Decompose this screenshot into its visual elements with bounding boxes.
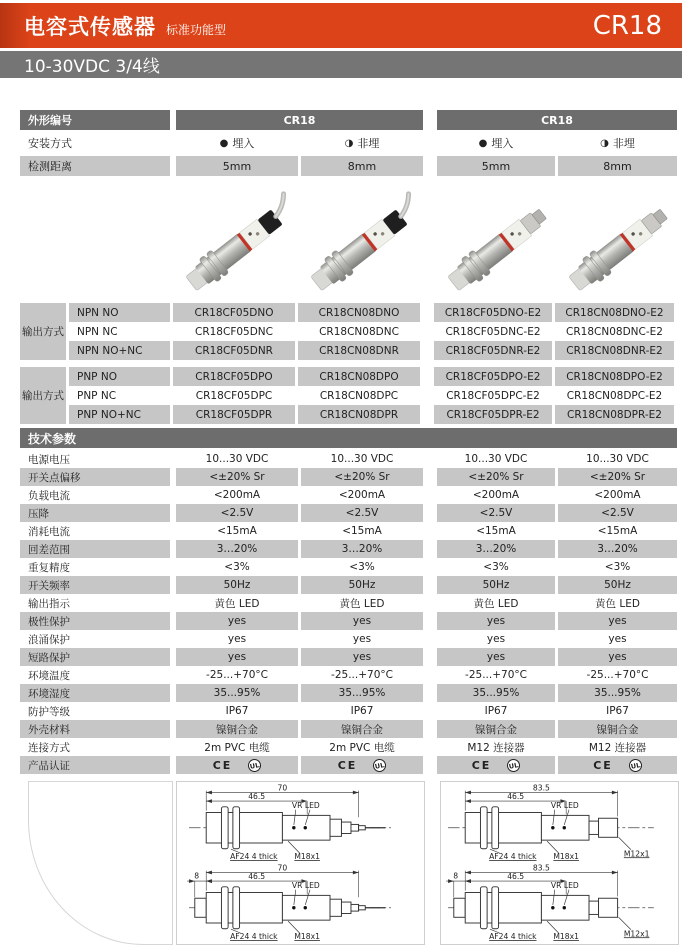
spec-value: yes xyxy=(301,630,423,648)
spec-value: <3% xyxy=(176,558,298,576)
svg-text:VR LED: VR LED xyxy=(291,880,320,890)
output-type: NPN NO xyxy=(69,303,170,322)
spec-value: <3% xyxy=(558,558,677,576)
spec-label: 消耗电流 xyxy=(20,522,170,540)
sensor-photo-cable xyxy=(300,190,424,302)
svg-text:83.5: 83.5 xyxy=(532,863,550,873)
spec-label: 产品认证 xyxy=(20,756,170,774)
sensor-photo-connector xyxy=(558,190,682,302)
spec-row xyxy=(20,504,677,522)
spec-value: yes xyxy=(558,612,677,630)
spec-value: IP67 xyxy=(558,702,677,720)
mount-text: 非埋 xyxy=(357,137,380,150)
spec-value: 35...95% xyxy=(437,684,555,702)
spec-row xyxy=(20,468,677,486)
spec-value: IP67 xyxy=(437,702,555,720)
svg-text:46.5: 46.5 xyxy=(507,792,525,802)
spec-row xyxy=(20,738,677,756)
spec-label: 极性保护 xyxy=(20,612,170,630)
mount-text: 埋入 xyxy=(491,137,514,150)
spec-row xyxy=(20,684,677,702)
spec-value: <±20% Sr xyxy=(301,468,423,486)
spec-value: 镍铜合金 xyxy=(558,720,677,738)
svg-text:AF24 4 thick: AF24 4 thick xyxy=(230,852,278,862)
model-number: CR18CF05DPR-E2 xyxy=(434,405,552,424)
spec-value: 2m PVC 电缆 xyxy=(176,738,298,756)
mount-value xyxy=(437,133,555,153)
spec-label: 连接方式 xyxy=(20,738,170,756)
spec-value xyxy=(437,756,555,774)
model-number: CR18CF05DNC xyxy=(173,322,295,341)
spec-row xyxy=(20,522,677,540)
model-number: CR18CN08DPR-E2 xyxy=(555,405,674,424)
spec-value: yes xyxy=(176,648,298,666)
spec-value: 3…20% xyxy=(301,540,423,558)
voltage-bar: 10-30VDC 3/4线 xyxy=(0,51,682,78)
spec-value: <200mA xyxy=(558,486,677,504)
spec-value: yes xyxy=(558,630,677,648)
product-photos xyxy=(0,190,682,302)
series-header: CR18 xyxy=(437,110,677,130)
output-type: PNP NC xyxy=(69,386,170,405)
header-bar xyxy=(0,3,682,48)
spec-value: 2m PVC 电缆 xyxy=(301,738,423,756)
mount-value xyxy=(176,133,298,153)
svg-text:M18x1: M18x1 xyxy=(553,932,579,942)
spec-row xyxy=(20,756,677,774)
output-type: PNP NO xyxy=(69,367,170,386)
spec-value: <2.5V xyxy=(176,504,298,522)
spec-label: 环境湿度 xyxy=(20,684,170,702)
model-number: CR18CN08DPO-E2 xyxy=(555,367,674,386)
spec-value: M12 连接器 xyxy=(437,738,555,756)
output-row xyxy=(69,367,677,386)
svg-text:VR LED: VR LED xyxy=(291,800,320,810)
spec-label: 输出指示 xyxy=(20,594,170,612)
model-number: CR18CF05DPO-E2 xyxy=(434,367,552,386)
svg-text:VR LED: VR LED xyxy=(550,880,579,890)
spec-value: 3…20% xyxy=(437,540,555,558)
svg-text:70: 70 xyxy=(277,783,288,793)
mount-label: 安装方式 xyxy=(20,133,170,153)
output-method-label: 输出方式 xyxy=(20,367,66,424)
distance-value: 8mm xyxy=(558,156,677,176)
svg-text:AF24 4 thick: AF24 4 thick xyxy=(230,932,278,942)
spec-value: <15mA xyxy=(301,522,423,540)
svg-text:VR LED: VR LED xyxy=(550,800,579,810)
spec-label: 浪涌保护 xyxy=(20,630,170,648)
spec-value: 50Hz xyxy=(437,576,555,594)
spec-value: IP67 xyxy=(176,702,298,720)
spec-row xyxy=(20,540,677,558)
spec-value: <15mA xyxy=(558,522,677,540)
model-number: CR18CF05DPC xyxy=(173,386,295,405)
svg-text:M18x1: M18x1 xyxy=(294,932,320,942)
spec-value: 10...30 VDC xyxy=(301,450,423,468)
svg-text:46.5: 46.5 xyxy=(507,872,525,882)
spec-value: 35...95% xyxy=(558,684,677,702)
spec-value: <3% xyxy=(437,558,555,576)
flush-icon: ● xyxy=(478,137,488,149)
flush-icon: ● xyxy=(219,137,229,149)
svg-text:M18x1: M18x1 xyxy=(553,852,579,862)
spec-row xyxy=(20,666,677,684)
svg-text:46.5: 46.5 xyxy=(248,792,266,802)
model-number: CR18CF05DPC-E2 xyxy=(434,386,552,405)
svg-text:AF24 4 thick: AF24 4 thick xyxy=(489,852,537,862)
spec-value: yes xyxy=(301,612,423,630)
model-number: CR18CF05DNC-E2 xyxy=(434,322,552,341)
spec-label: 环境温度 xyxy=(20,666,170,684)
output-type: NPN NO+NC xyxy=(69,341,170,360)
output-row xyxy=(69,386,677,405)
spec-row xyxy=(20,630,677,648)
spec-value: 10...30 VDC xyxy=(558,450,677,468)
spec-value: <±20% Sr xyxy=(437,468,555,486)
spec-value: yes xyxy=(176,612,298,630)
dimension-drawing-cable-nonflush xyxy=(177,863,424,943)
svg-text:M12x1: M12x1 xyxy=(623,849,650,859)
spec-value: 黄色 LED xyxy=(176,594,298,612)
spec-value: yes xyxy=(437,648,555,666)
spec-value: 50Hz xyxy=(558,576,677,594)
model-number: CR18CF05DNR xyxy=(173,341,295,360)
ul-mark-icon: UL xyxy=(372,757,387,772)
spec-label: 防护等级 xyxy=(20,702,170,720)
distance-value: 8mm xyxy=(301,156,423,176)
model-number: CR18CN08DPO xyxy=(298,367,420,386)
model-name: CR18 xyxy=(592,10,662,41)
dimension-box-cable xyxy=(176,781,425,945)
spec-label: 压降 xyxy=(20,504,170,522)
tech-table xyxy=(20,450,677,774)
spec-value: yes xyxy=(558,648,677,666)
sensor-photo-connector xyxy=(437,190,561,302)
spec-value: <15mA xyxy=(176,522,298,540)
dimension-drawing-connector-flush xyxy=(441,783,678,863)
svg-text:83.5: 83.5 xyxy=(532,783,550,793)
spec-row xyxy=(20,720,677,738)
spec-row xyxy=(20,486,677,504)
spec-value: 10...30 VDC xyxy=(176,450,298,468)
semi-flush-icon: ◑ xyxy=(344,137,354,149)
mount-text: 埋入 xyxy=(232,137,255,150)
spec-value: 黄色 LED xyxy=(558,594,677,612)
spec-value: -25...+70°C xyxy=(437,666,555,684)
spec-label: 重复精度 xyxy=(20,558,170,576)
mount-text: 非埋 xyxy=(612,137,635,150)
ul-mark-icon: UL xyxy=(506,757,521,772)
mount-value xyxy=(558,133,677,153)
spec-value: IP67 xyxy=(301,702,423,720)
output-row xyxy=(69,341,677,360)
spec-value: 50Hz xyxy=(301,576,423,594)
ce-mark-icon: CE xyxy=(337,758,358,772)
spec-row xyxy=(20,450,677,468)
spec-row xyxy=(20,648,677,666)
spec-value: M12 连接器 xyxy=(558,738,677,756)
output-table-npn xyxy=(20,303,677,360)
output-row xyxy=(69,405,677,424)
spec-value xyxy=(301,756,423,774)
ce-mark-icon: CE xyxy=(593,758,613,772)
model-number: CR18CF05DPR xyxy=(173,405,295,424)
spec-value: 镍铜合金 xyxy=(437,720,555,738)
svg-text:8: 8 xyxy=(194,871,200,881)
spec-row xyxy=(20,612,677,630)
spec-value: <200mA xyxy=(437,486,555,504)
spec-row xyxy=(20,594,677,612)
spec-value: 镍铜合金 xyxy=(176,720,298,738)
semi-flush-icon: ◑ xyxy=(600,137,609,149)
ce-mark-icon: CE xyxy=(471,758,492,772)
distance-value: 5mm xyxy=(437,156,555,176)
sensor-photo-cable xyxy=(175,190,299,302)
spec-value: -25...+70°C xyxy=(301,666,423,684)
spec-label: 回差范围 xyxy=(20,540,170,558)
spec-value: yes xyxy=(176,630,298,648)
spec-row xyxy=(20,576,677,594)
ul-mark-icon: UL xyxy=(247,757,262,772)
svg-text:46.5: 46.5 xyxy=(248,872,266,882)
dimension-box-connector xyxy=(440,781,679,945)
spec-label: 外壳材料 xyxy=(20,720,170,738)
model-number: CR18CN08DPC xyxy=(298,386,420,405)
spec-value: -25...+70°C xyxy=(558,666,677,684)
shape-label: 外形编号 xyxy=(20,110,170,130)
spec-value: <200mA xyxy=(301,486,423,504)
page-title: 电容式传感器 xyxy=(24,14,156,39)
output-row xyxy=(69,322,677,341)
spec-value: <±20% Sr xyxy=(176,468,298,486)
spec-value: <2.5V xyxy=(558,504,677,522)
spec-value: yes xyxy=(437,612,555,630)
distance-label: 检测距离 xyxy=(20,156,170,176)
ul-mark-icon: UL xyxy=(628,757,643,772)
spec-value: 50Hz xyxy=(176,576,298,594)
model-number: CR18CN08DPR xyxy=(298,405,420,424)
mount-row xyxy=(20,133,677,153)
spec-value: 镍铜合金 xyxy=(301,720,423,738)
spec-row xyxy=(20,558,677,576)
spec-value: 35...95% xyxy=(301,684,423,702)
series-header: CR18 xyxy=(176,110,423,130)
spec-value: <3% xyxy=(301,558,423,576)
dimension-drawing-cable-flush xyxy=(177,783,424,863)
output-row xyxy=(69,303,677,322)
model-number: CR18CN08DPC-E2 xyxy=(555,386,674,405)
model-number: CR18CF05DNO-E2 xyxy=(434,303,552,322)
spec-label: 开关频率 xyxy=(20,576,170,594)
model-number: CR18CN08DNO xyxy=(298,303,420,322)
spec-value: <2.5V xyxy=(437,504,555,522)
spec-value: yes xyxy=(437,630,555,648)
output-type: NPN NC xyxy=(69,322,170,341)
model-number: CR18CF05DNR-E2 xyxy=(434,341,552,360)
model-number: CR18CN08DNC xyxy=(298,322,420,341)
page-subtitle: 标准功能型 xyxy=(166,23,227,37)
model-number: CR18CN08DNR-E2 xyxy=(555,341,674,360)
output-type: PNP NO+NC xyxy=(69,405,170,424)
spec-label: 负载电流 xyxy=(20,486,170,504)
model-number: CR18CN08DNC-E2 xyxy=(555,322,674,341)
spec-value: <15mA xyxy=(437,522,555,540)
spec-value xyxy=(176,756,298,774)
page-corner-frame xyxy=(28,781,173,945)
spec-value: <2.5V xyxy=(301,504,423,522)
svg-text:70: 70 xyxy=(277,863,288,873)
spec-value: <±20% Sr xyxy=(558,468,677,486)
spec-value: 10...30 VDC xyxy=(437,450,555,468)
output-table-pnp xyxy=(20,367,677,424)
spec-label: 开关点偏移 xyxy=(20,468,170,486)
model-number: CR18CN08DNO-E2 xyxy=(555,303,674,322)
tech-header-bar: 技术参数 xyxy=(20,428,677,448)
spec-value: 3…20% xyxy=(176,540,298,558)
dimension-drawing-connector-nonflush xyxy=(441,863,678,943)
spec-value: <200mA xyxy=(176,486,298,504)
model-number: CR18CN08DNR xyxy=(298,341,420,360)
model-number: CR18CF05DPO xyxy=(173,367,295,386)
spec-label: 短路保护 xyxy=(20,648,170,666)
svg-text:8: 8 xyxy=(453,871,459,881)
spec-value: 3…20% xyxy=(558,540,677,558)
distance-row xyxy=(20,156,677,176)
mount-value xyxy=(301,133,423,153)
svg-text:M12x1: M12x1 xyxy=(623,929,650,939)
spec-label: 电源电压 xyxy=(20,450,170,468)
spec-value: 黄色 LED xyxy=(301,594,423,612)
model-number: CR18CF05DNO xyxy=(173,303,295,322)
spec-value: 黄色 LED xyxy=(437,594,555,612)
svg-text:AF24 4 thick: AF24 4 thick xyxy=(489,932,537,942)
ce-mark-icon: CE xyxy=(212,758,233,772)
distance-value: 5mm xyxy=(176,156,298,176)
spec-value: yes xyxy=(301,648,423,666)
spec-row xyxy=(20,702,677,720)
output-method-label: 输出方式 xyxy=(20,303,66,360)
shape-table xyxy=(20,110,677,179)
spec-value: -25...+70°C xyxy=(176,666,298,684)
svg-text:M18x1: M18x1 xyxy=(294,852,320,862)
shape-header-row xyxy=(20,110,677,130)
spec-value: 35...95% xyxy=(176,684,298,702)
spec-value xyxy=(558,756,677,774)
